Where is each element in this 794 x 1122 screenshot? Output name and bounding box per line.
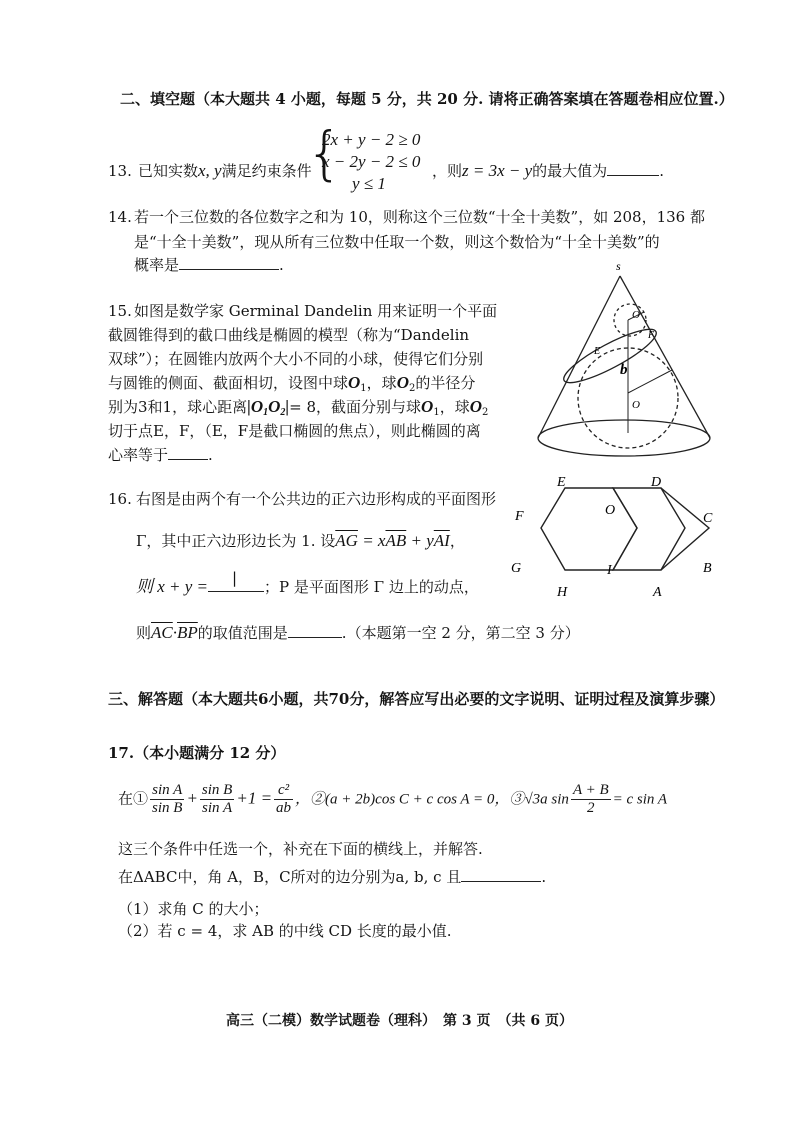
q13-text-a-span: 已知实数 <box>138 162 199 180</box>
left-hexagon <box>541 488 637 570</box>
o1-label: O <box>632 399 640 411</box>
q15-line-5a: 别为3和1，球心距离 <box>108 398 248 416</box>
q14-line-2: 是“十全十美数”，现从所有三位数中任取一个数，则这个数恰为“十全十美数”的 <box>134 233 660 251</box>
q13-text-a <box>138 160 312 181</box>
q15-line-1: 如图是数学家 Germinal Dandelin 用来证明一个平面 <box>134 302 498 320</box>
q14-line-3 <box>134 254 284 275</box>
section-ellipse <box>558 321 661 391</box>
hex-label-a: A <box>653 585 662 600</box>
q16-vector-eq: $\overline{AG} = x\overline{AB} + y\overline{AI}$ <box>335 531 450 550</box>
q13-answer-blank[interactable] <box>607 161 659 176</box>
q15-number: 15. <box>108 302 132 320</box>
q17-line-3-text: 在ΔABC中，角 A，B，C所对的边分别为a, b, c 且 <box>118 868 462 886</box>
apex-label: s <box>616 259 621 273</box>
q16-line-3a: 则 x + y = <box>136 577 209 596</box>
hex-label-d: D <box>651 475 662 490</box>
section-2-heading: 二、填空题（本大题共 4 小题，每题 5 分，共 20 分. 请将正确答案填在答题卷相应位置.） <box>120 90 734 108</box>
q15-line-5b: = 8，截面分别与球 <box>289 398 422 416</box>
q17-sub-2: （2）若 c = 4，求 AB 的中线 CD 长度的最小值. <box>118 922 452 940</box>
q17-conditions: 在① $\frac{\text{sin A}}{\text{sin B}}$ + $\frac{\text{sin B}}{\text{sin A}}$ +1 = $\frac{\text{c²}}{ab}$ ，②(a + 2b)cos C + c cos A = 0，③√3a sin $\frac{A + B}{2}$ = c sin A <box>118 782 668 816</box>
q17-condition-3-end: = c sin A <box>612 791 668 808</box>
b-mark: b <box>620 362 628 378</box>
hex-label-o: O <box>605 503 616 518</box>
q16-line-4a: 则 <box>136 624 152 642</box>
cone-right-edge <box>620 276 710 438</box>
section-3-heading: 三、解答题（本大题共6小题，共70分，解答应写出必要的文字说明、证明过程及演算步骤） <box>108 690 725 708</box>
dandelin-cone-diagram <box>520 258 730 463</box>
cone-base-ellipse <box>538 420 710 456</box>
q13-text-b: 满足约束条件 <box>221 162 312 180</box>
q15-end: . <box>208 446 213 464</box>
q15-line-4 <box>108 372 475 394</box>
q14-line-1: 若一个三位数的各位数字之和为 10，则称这个三位数“十全十美数”，如 208，136 都 <box>134 208 705 226</box>
q15-line-4c: 的半径分 <box>415 374 476 392</box>
q16-dot-product: $\overline{AC}\cdot\overline{BP}$ <box>151 623 198 642</box>
hex-label-c: C <box>703 511 713 526</box>
q14-answer-blank[interactable] <box>179 255 279 270</box>
q13-number: 13. <box>108 162 132 180</box>
radius-line <box>628 370 672 393</box>
q13-constraint-2: x − 2y − 2 ≤ 0 <box>322 152 421 171</box>
q16-line-3 <box>136 569 479 597</box>
q16-answer-blank-1[interactable] <box>208 569 264 592</box>
hex-label-h: H <box>557 585 568 600</box>
q16-line-2 <box>136 530 465 551</box>
q16-line-3b: ；P 是平面图形 Γ 边上的动点， <box>264 578 479 596</box>
q13-constraint-3: y ≤ 1 <box>352 174 386 193</box>
e-label: E <box>594 346 601 357</box>
q15-line-4a: 与圆锥的侧面、截面相切，设图中球 <box>108 374 349 392</box>
hex-label-e: E <box>557 475 566 490</box>
q17-condition-blank[interactable] <box>461 867 541 882</box>
q17-condition-2: ，②(a + 2b)cos C + c cos A = 0，③ <box>295 791 525 808</box>
q15-o2-sub: 2 <box>408 383 416 394</box>
q17-title: 17.（本小题满分 12 分） <box>108 744 286 762</box>
q15-o1-b-sub: 1 <box>433 407 440 418</box>
q15-o2-b: O <box>469 397 482 416</box>
q17-cond-prefix: 在① <box>118 789 149 808</box>
twin-hexagon-diagram <box>505 470 725 605</box>
q17-line-3 <box>118 866 546 887</box>
q16-line-1: 右图是由两个有一个公共边的正六边形构成的平面图形 <box>136 490 497 508</box>
q13-constraint-1: 2x + y − 2 ≥ 0 <box>322 130 421 149</box>
q15-line-3: 双球”）；在圆锥内放两个大小不同的小球，使得它们分别 <box>108 350 484 368</box>
cone-left-edge <box>538 276 620 438</box>
q16-line-4c: .（本题第一空 2 分，第二空 3 分） <box>341 624 580 642</box>
q14-number: 14. <box>108 208 132 226</box>
q16-number: 16. <box>108 490 132 508</box>
hex-label-i: I <box>607 563 612 578</box>
q16-handwritten-mark: | <box>232 569 238 587</box>
q16-line-4 <box>136 622 580 643</box>
q15-answer-blank[interactable] <box>168 445 208 460</box>
q14-end: . <box>279 256 284 274</box>
q15-distance: $|O_1O_2|$ <box>247 397 290 418</box>
q13-brace: { <box>306 119 343 187</box>
q13-text-d: 的最大值为 <box>532 162 608 180</box>
q15-o1-b: O <box>421 397 434 416</box>
q15-o1-sub: 1 <box>360 383 367 394</box>
q15-line-7 <box>108 444 213 465</box>
hex-label-g: G <box>511 561 522 576</box>
q15-line-7-text: 心率等于 <box>108 446 169 464</box>
q17-frac-2: $\frac{\text{sin B}}{\text{sin A}}$ <box>201 782 233 816</box>
f-label: F <box>648 330 655 341</box>
page-footer: 高三（二模）数学试题卷（理科） 第 3 页 （共 6 页） <box>226 1013 573 1029</box>
q14-line-3-text: 概率是 <box>134 256 180 274</box>
q13-vars: x, y <box>198 161 222 180</box>
q16-line-2b: ， <box>449 532 465 550</box>
q17-sub-1: （1）求角 C 的大小； <box>118 900 269 918</box>
q15-line-6: 切于点E，F，（E，F是截口椭圆的焦点），则此椭圆的离 <box>108 422 481 440</box>
q13-text-c-span: ，则 <box>432 162 463 180</box>
q17-condition-3: √3a sin <box>524 791 569 808</box>
o2-label: O <box>632 309 640 321</box>
q17-frac-1: $\frac{\text{sin A}}{\text{sin B}}$ <box>152 782 183 816</box>
q15-line-5 <box>108 396 488 418</box>
q17-line-3-end: . <box>541 868 547 886</box>
q13-text-c <box>432 160 664 181</box>
q13-end: . <box>659 162 664 180</box>
hex-label-b: B <box>703 561 712 576</box>
q15-line-5c: ，球 <box>439 398 470 416</box>
q17-line-2: 这三个条件中任选一个，补充在下面的横线上，并解答. <box>118 840 483 858</box>
q16-line-4b: 的取值范围是 <box>197 624 288 642</box>
q13-expr: z = 3x − y <box>462 161 533 180</box>
q15-o2: O <box>396 373 409 392</box>
q15-o2-b-sub: 2 <box>482 407 489 418</box>
q17-frac-3: $\frac{\text{c²}}{ab}$ <box>276 782 292 816</box>
q16-line-2a: Γ，其中正六边形边长为 1. 设 <box>136 532 336 550</box>
q16-answer-blank-2[interactable] <box>288 623 342 638</box>
q15-line-2: 截圆锥得到的截口曲线是椭圆的模型（称为“Dandelin <box>108 326 470 344</box>
q15-o1: O <box>348 373 361 392</box>
q17-frac-4: $\frac{A + B}{2}$ <box>572 782 609 816</box>
hex-label-f: F <box>515 509 524 524</box>
q15-line-4b: ，球 <box>366 374 397 392</box>
